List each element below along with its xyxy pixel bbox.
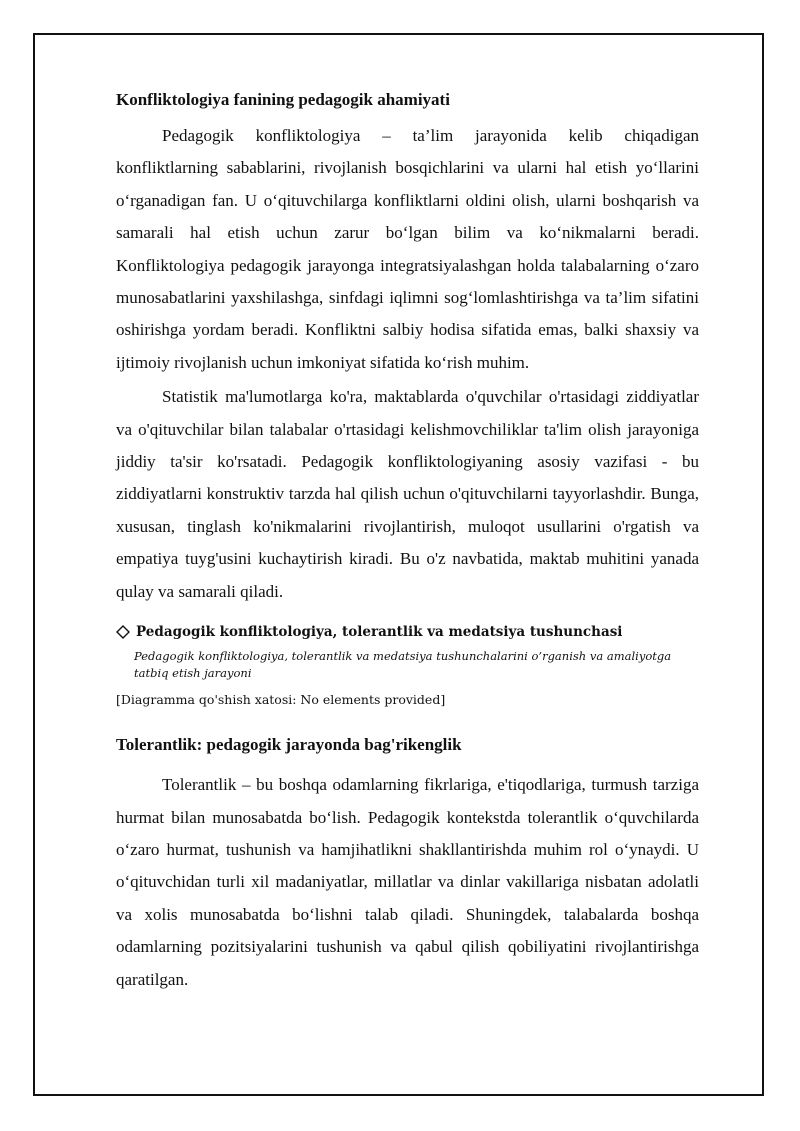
diagram-title: Pedagogik konfliktologiya, tolerantlik va medatsiya tushunchasi [136, 624, 623, 641]
diagram-title-row [116, 622, 699, 642]
diagram-placeholder [116, 622, 699, 709]
diagram-subtitle: Pedagogik konfliktologiya, tolerantlik va medatsiya tushunchalarini o’rganish va amaliyotga tatbiq etish jarayoni [134, 649, 672, 681]
paragraph-intro: Pedagogik konfliktologiya – ta’lim jarayonida kelib chiqadigan konfliktlarning sabablarini, rivojlanish bosqichlarini va ularni hal etish yo‘llarini o‘rganadigan fan. U o‘qituvchilarga konfliktlarni oldini olish, ularni boshqarish va samarali hal etish uchun zarur bo‘lgan bilim va ko‘nikmalarni beradi. Konfliktologiya pedagogik jarayonga integratsiyalashgan holda talabalarning o‘zaro munosabatlarini yaxshilashga, sinfdagi iqlimni sog‘lomlashtirishga va ta’lim sifatini oshirishga yordam beradi. Konfliktni salbiy hodisa sifatida emas, balki shaxsiy va ijtimoiy rivojlanish uchun imkoniyat sifatida ko‘rish muhim. [116, 126, 699, 372]
section-heading-konfliktologiya: Konfliktologiya fanining pedagogik ahamiyati [116, 90, 450, 109]
document-content [116, 84, 699, 996]
paragraph-tolerantlik: Tolerantlik – bu boshqa odamlarning fikrlariga, e'tiqodlariga, turmush tarziga hurmat bilan munosabatda bo‘lish. Pedagogik kontekstda tolerantlik o‘quvchilarda o‘zaro hurmat, tushunish va hamjihatlikni shakllantirishda muhim rol o‘ynaydi. U o‘qituvchidan turli xil madaniyatlar, millatlar va dinlar vakillariga nisbatan adolatli va xolis munosabatda bo‘lishni talab qiladi. Shuningdek, talabalarda boshqa odamlarning pozitsiyalarini tushunish va qabul qilish qobiliyatini rivojlantirishga qaratilgan. [116, 775, 699, 989]
diamond-icon [116, 625, 130, 639]
paragraph-statistics: Statistik ma'lumotlarga ko'ra, maktablarda o'quvchilar o'rtasidagi ziddiyatlar va o'qituvchilar bilan talabalar o'rtasidagi kelishmovchiliklar ta'lim olish jarayoniga jiddiy ta'sir ko'rsatadi. Pedagogik konfliktologiyaning asosiy vazifasi - bu ziddiyatlarni konstruktiv tarzda hal qilish uchun o'qituvchilarni tayyorlashdir. Bunga, xususan, tinglash ko'nikmalarini rivojlantirish, muloqot usullarini o'rgatish va empatiya tuyg'usini kuchaytirish kiradi. Bu o'z navbatida, maktab muhitini yanada qulay va samarali qiladi. [116, 387, 699, 601]
diagram-error-message: [Diagramma qo'shish xatosi: No elements provided] [116, 692, 446, 708]
section-heading-tolerantlik: Tolerantlik: pedagogik jarayonda bag'rikenglik [116, 735, 462, 755]
